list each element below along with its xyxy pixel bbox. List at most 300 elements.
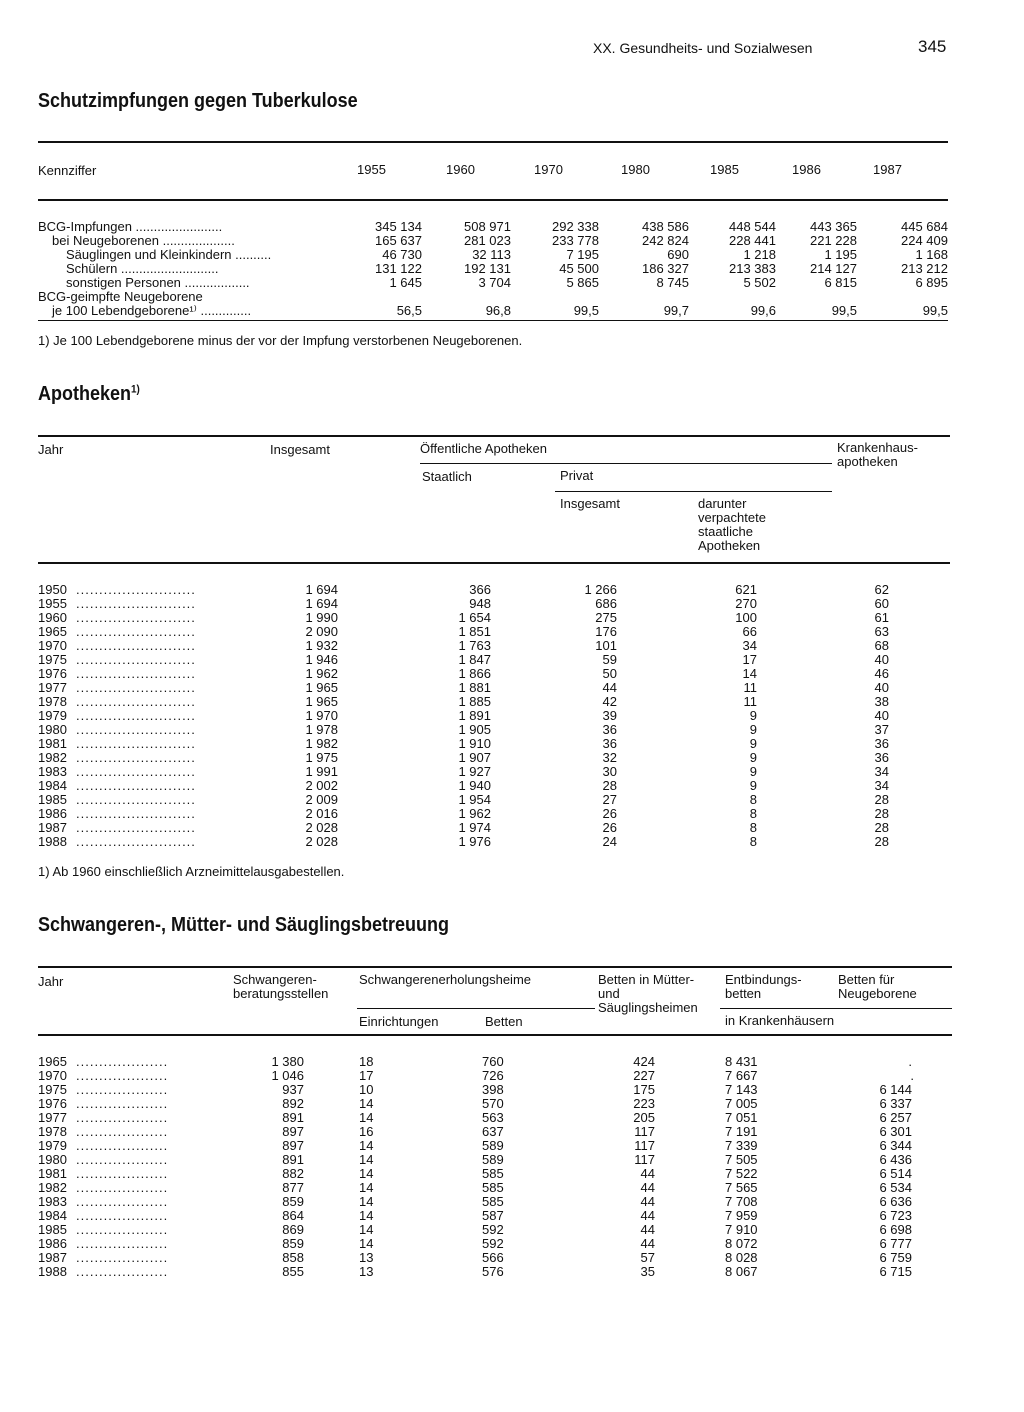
cell: 13 xyxy=(359,1264,374,1279)
apo-h-darunter-4: Apotheken xyxy=(698,538,761,553)
apo-footnote: 1) Ab 1960 einschließlich Arzneimittelausgabestellen. xyxy=(38,864,345,879)
cell: 44 xyxy=(640,1166,655,1181)
cell: 44 xyxy=(640,1236,655,1251)
cell: 40 xyxy=(874,708,889,723)
apo-title xyxy=(38,383,140,406)
leader-dots: .......................... xyxy=(76,666,196,681)
sch-h-neugeb-1: Betten für xyxy=(838,972,895,987)
cell: 281 023 xyxy=(464,233,511,248)
cell: 60 xyxy=(874,596,889,611)
cell: 14 xyxy=(359,1208,374,1223)
leader-dots: .......................... xyxy=(76,778,196,793)
sch-h-einrichtungen: Einrichtungen xyxy=(359,1014,439,1029)
sch-h-muetter-1: Betten in Mütter- xyxy=(598,972,695,987)
apo-h-jahr: Jahr xyxy=(38,442,64,457)
year-cell: 1982 xyxy=(38,750,67,765)
cell: 32 113 xyxy=(472,247,511,262)
apo-h-oeffentliche: Öffentliche Apotheken xyxy=(420,441,547,456)
sch-h-muetter-3: Säuglingsheimen xyxy=(598,1000,698,1015)
cell: 445 684 xyxy=(901,219,948,234)
cell: 100 xyxy=(735,610,757,625)
cell: 2 009 xyxy=(305,792,338,807)
cell: 11 xyxy=(743,680,757,695)
cell: 8 xyxy=(749,820,757,835)
cell: 99,5 xyxy=(573,303,599,318)
cell: 205 xyxy=(633,1110,655,1125)
cell: 1 905 xyxy=(458,722,491,737)
cell: 99,7 xyxy=(663,303,689,318)
year-cell: 1970 xyxy=(38,638,67,653)
leader-dots: .................... xyxy=(76,1166,169,1181)
leader-dots: .................... xyxy=(76,1110,169,1125)
cell: 14 xyxy=(359,1166,374,1181)
table-row xyxy=(38,807,950,821)
leader-dots: .................... xyxy=(76,1068,169,1083)
cell: 14 xyxy=(359,1138,374,1153)
leader-dots: .......................... xyxy=(76,820,196,835)
table-row xyxy=(38,681,950,695)
cell: 892 xyxy=(282,1096,304,1111)
cell: 6 723 xyxy=(879,1208,912,1223)
cell: 175 xyxy=(633,1082,655,1097)
cell: 6 777 xyxy=(879,1236,912,1251)
year-cell: 1984 xyxy=(38,1208,67,1223)
table-row xyxy=(38,1097,952,1111)
year-cell: 1986 xyxy=(38,806,67,821)
cell: 192 131 xyxy=(464,261,511,276)
cell: 637 xyxy=(482,1124,504,1139)
cell: 2 016 xyxy=(305,806,338,821)
tb-bottom-rule xyxy=(38,320,948,321)
cell: 1 976 xyxy=(458,834,491,849)
cell: 6 715 xyxy=(879,1264,912,1279)
cell: 7 005 xyxy=(725,1096,758,1111)
tb-footnote: 1) Je 100 Lebendgeborene minus der vor der Impfung verstorbenen Neugeborenen. xyxy=(38,333,523,348)
cell: 1 974 xyxy=(458,820,491,835)
leader-dots: .......................... xyxy=(76,596,196,611)
year-cell: 1950 xyxy=(38,582,67,597)
table-row xyxy=(38,1181,952,1195)
year-cell: 1977 xyxy=(38,1110,67,1125)
cell: 1 990 xyxy=(305,610,338,625)
cell: 6 436 xyxy=(879,1152,912,1167)
cell: 760 xyxy=(482,1054,504,1069)
cell: 1 940 xyxy=(458,778,491,793)
cell: 1 991 xyxy=(305,764,338,779)
leader-dots: .......................... xyxy=(76,582,196,597)
cell: 621 xyxy=(735,582,757,597)
table-row xyxy=(38,737,950,751)
year-cell: 1976 xyxy=(38,666,67,681)
cell: 34 xyxy=(874,778,889,793)
table-row xyxy=(38,793,950,807)
tb-col-label: Kennziffer xyxy=(38,163,97,178)
cell: 40 xyxy=(874,680,889,695)
row-label: Säuglingen und Kleinkindern .......... xyxy=(66,247,272,262)
cell: 3 704 xyxy=(478,275,511,290)
sch-h-betten: Betten xyxy=(485,1014,523,1029)
cell: 242 824 xyxy=(642,233,689,248)
cell: 62 xyxy=(874,582,889,597)
cell: 7 708 xyxy=(725,1194,758,1209)
leader-dots: .......................... xyxy=(76,652,196,667)
cell: 1 962 xyxy=(305,666,338,681)
cell: 61 xyxy=(874,610,889,625)
cell: 1 946 xyxy=(305,652,338,667)
cell: 6 698 xyxy=(879,1222,912,1237)
row-label: bei Neugeborenen .................... xyxy=(52,233,235,248)
cell: 1 927 xyxy=(458,764,491,779)
table-row xyxy=(38,723,950,737)
table-row xyxy=(38,695,950,709)
cell: 44 xyxy=(640,1180,655,1195)
cell: 99,6 xyxy=(750,303,776,318)
sch-sub-rule-2 xyxy=(720,1008,952,1009)
cell: 32 xyxy=(602,750,617,765)
cell: 589 xyxy=(482,1138,504,1153)
year-cell: 1986 xyxy=(38,1236,67,1251)
cell: 14 xyxy=(359,1236,374,1251)
cell: 438 586 xyxy=(642,219,689,234)
cell: 891 xyxy=(282,1110,304,1125)
apo-h-krankenhaus-2: apotheken xyxy=(837,454,898,469)
cell: 16 xyxy=(359,1124,374,1139)
cell: 17 xyxy=(742,652,757,667)
table-row xyxy=(38,1167,952,1181)
cell: 585 xyxy=(482,1166,504,1181)
cell: 877 xyxy=(282,1180,304,1195)
cell: 5 502 xyxy=(743,275,776,290)
leader-dots: .......................... xyxy=(76,708,196,723)
cell: 30 xyxy=(602,764,617,779)
cell: 1 847 xyxy=(458,652,491,667)
cell: 6 636 xyxy=(879,1194,912,1209)
apo-sub-rule-2 xyxy=(555,491,832,492)
cell: 26 xyxy=(602,806,617,821)
cell: 1 763 xyxy=(458,638,491,653)
cell: 1 891 xyxy=(458,708,491,723)
table-row xyxy=(38,234,948,248)
apo-h-krankenhaus-1: Krankenhaus- xyxy=(837,440,918,455)
table-row xyxy=(38,779,950,793)
cell: 1 168 xyxy=(915,247,948,262)
cell: 27 xyxy=(602,792,617,807)
cell: 96,8 xyxy=(485,303,511,318)
cell: 9 xyxy=(749,708,757,723)
leader-dots: .......................... xyxy=(76,750,196,765)
leader-dots: .......................... xyxy=(76,722,196,737)
tb-year-header: 1985 xyxy=(710,162,739,177)
tb-year-header: 1987 xyxy=(873,162,902,177)
cell: 8 067 xyxy=(725,1264,758,1279)
tb-year-header: 1980 xyxy=(621,162,650,177)
cell: 14 xyxy=(359,1222,374,1237)
table-row xyxy=(38,611,950,625)
cell: 223 xyxy=(633,1096,655,1111)
table-row xyxy=(38,653,950,667)
cell: 117 xyxy=(634,1138,655,1153)
table-row xyxy=(38,821,950,835)
year-cell: 1979 xyxy=(38,708,67,723)
cell: 8 431 xyxy=(725,1054,758,1069)
cell: 292 338 xyxy=(552,219,599,234)
year-cell: 1985 xyxy=(38,792,67,807)
table-row xyxy=(38,220,948,234)
cell: 1 965 xyxy=(305,680,338,695)
cell: 28 xyxy=(874,834,889,849)
cell: 44 xyxy=(640,1194,655,1209)
table-row xyxy=(38,1237,952,1251)
cell: 443 365 xyxy=(810,219,857,234)
cell: 589 xyxy=(482,1152,504,1167)
cell: 1 380 xyxy=(271,1054,304,1069)
cell: 224 409 xyxy=(901,233,948,248)
leader-dots: .......................... xyxy=(76,638,196,653)
cell: 233 778 xyxy=(552,233,599,248)
cell: 6 344 xyxy=(879,1138,912,1153)
cell: 948 xyxy=(469,596,491,611)
cell: 8 xyxy=(749,806,757,821)
year-cell: 1976 xyxy=(38,1096,67,1111)
cell: 228 441 xyxy=(729,233,776,248)
leader-dots: .......................... xyxy=(76,736,196,751)
sch-title: Schwangeren-, Mütter- und Säuglingsbetreuung xyxy=(38,914,450,936)
cell: 859 xyxy=(282,1236,304,1251)
cell: 937 xyxy=(282,1082,304,1097)
cell: 14 xyxy=(359,1180,374,1195)
cell: 1 266 xyxy=(584,582,617,597)
cell: 34 xyxy=(874,764,889,779)
leader-dots: .......................... xyxy=(76,806,196,821)
table-row xyxy=(38,1055,952,1069)
cell: 165 637 xyxy=(375,233,422,248)
table-row xyxy=(38,1069,952,1083)
cell: 44 xyxy=(640,1208,655,1223)
leader-dots: .......................... xyxy=(76,680,196,695)
cell: 592 xyxy=(482,1222,504,1237)
year-cell: 1981 xyxy=(38,1166,67,1181)
year-cell: 1983 xyxy=(38,764,67,779)
cell: 9 xyxy=(749,750,757,765)
cell: 14 xyxy=(359,1096,374,1111)
table-row xyxy=(38,248,948,262)
apo-h-staatlich: Staatlich xyxy=(422,469,472,484)
cell: 9 xyxy=(749,736,757,751)
cell: 1 866 xyxy=(458,666,491,681)
apo-h-insgesamt: Insgesamt xyxy=(270,442,330,457)
cell: 864 xyxy=(282,1208,304,1223)
leader-dots: .................... xyxy=(76,1180,169,1195)
cell: 8 xyxy=(749,834,757,849)
cell: 213 212 xyxy=(901,261,948,276)
cell: 275 xyxy=(595,610,617,625)
cell: 68 xyxy=(874,638,889,653)
leader-dots: .......................... xyxy=(76,764,196,779)
cell: 6 144 xyxy=(879,1082,912,1097)
cell: 592 xyxy=(482,1236,504,1251)
apo-head-rule xyxy=(38,562,950,564)
sch-h-muetter-2: und xyxy=(598,986,620,1001)
cell: 44 xyxy=(640,1222,655,1237)
table-row xyxy=(38,304,948,318)
year-cell: 1977 xyxy=(38,680,67,695)
cell: 345 134 xyxy=(375,219,422,234)
cell: 38 xyxy=(874,694,889,709)
cell: 6 815 xyxy=(824,275,857,290)
row-label: Schülern ........................... xyxy=(66,261,219,276)
cell: 897 xyxy=(282,1124,304,1139)
cell: 8 028 xyxy=(725,1250,758,1265)
cell: 101 xyxy=(595,638,617,653)
year-cell: 1984 xyxy=(38,778,67,793)
table-row xyxy=(38,262,948,276)
table-row xyxy=(38,667,950,681)
cell: 45 500 xyxy=(559,261,599,276)
cell: 8 072 xyxy=(725,1236,758,1251)
table-row xyxy=(38,1265,952,1279)
cell: 366 xyxy=(469,582,491,597)
year-cell: 1978 xyxy=(38,1124,67,1139)
tb-year-header: 1986 xyxy=(792,162,821,177)
sch-h-entbindung-1: Entbindungs- xyxy=(725,972,802,987)
cell: 726 xyxy=(482,1068,504,1083)
cell: 882 xyxy=(282,1166,304,1181)
cell: 40 xyxy=(874,652,889,667)
cell: 5 865 xyxy=(566,275,599,290)
year-cell: 1970 xyxy=(38,1068,67,1083)
tb-top-rule xyxy=(38,141,948,143)
cell: 35 xyxy=(640,1264,655,1279)
leader-dots: .................... xyxy=(76,1222,169,1237)
cell: 1 881 xyxy=(458,680,491,695)
row-label: je 100 Lebendgeborene¹⁾ .............. xyxy=(52,303,252,318)
sch-h-heime: Schwangerenerholungsheime xyxy=(359,972,532,987)
cell: 9 xyxy=(749,764,757,779)
cell: 8 745 xyxy=(656,275,689,290)
cell: 28 xyxy=(874,792,889,807)
table-row xyxy=(38,709,950,723)
cell: 1 046 xyxy=(271,1068,304,1083)
cell: 131 122 xyxy=(375,261,422,276)
tb-year-header: 1955 xyxy=(357,162,386,177)
leader-dots: .................... xyxy=(76,1208,169,1223)
table-row xyxy=(38,639,950,653)
cell: 42 xyxy=(602,694,617,709)
cell: 1 907 xyxy=(458,750,491,765)
year-cell: 1988 xyxy=(38,1264,67,1279)
row-label: BCG-Impfungen ........................ xyxy=(38,219,223,234)
cell: 585 xyxy=(482,1180,504,1195)
year-cell: 1987 xyxy=(38,1250,67,1265)
table-row xyxy=(38,1223,952,1237)
table-row xyxy=(38,1139,952,1153)
cell: 2 002 xyxy=(305,778,338,793)
table-row xyxy=(38,625,950,639)
cell: 2 028 xyxy=(305,834,338,849)
cell: 508 971 xyxy=(464,219,511,234)
leader-dots: .................... xyxy=(76,1096,169,1111)
leader-dots: .................... xyxy=(76,1236,169,1251)
cell: . xyxy=(910,1068,914,1083)
cell: 6 301 xyxy=(879,1124,912,1139)
cell: 99,5 xyxy=(831,303,857,318)
year-cell: 1955 xyxy=(38,596,67,611)
tb-year-header: 1970 xyxy=(534,162,563,177)
sch-h-entbindung-2: betten xyxy=(725,986,762,1001)
cell: 46 730 xyxy=(382,247,422,262)
cell: 1 851 xyxy=(458,624,491,639)
cell: 14 xyxy=(359,1152,374,1167)
cell: 63 xyxy=(874,624,889,639)
cell: 7 959 xyxy=(725,1208,758,1223)
apo-table-body xyxy=(38,583,950,849)
cell: 6 514 xyxy=(879,1166,912,1181)
cell: 270 xyxy=(735,596,757,611)
leader-dots: .......................... xyxy=(76,834,196,849)
cell: 1 982 xyxy=(305,736,338,751)
cell: 36 xyxy=(874,736,889,751)
cell: 1 694 xyxy=(305,582,338,597)
cell: 14 xyxy=(742,666,757,681)
cell: 2 028 xyxy=(305,820,338,835)
cell: 7 191 xyxy=(725,1124,758,1139)
cell: 6 257 xyxy=(879,1110,912,1125)
tb-year-header: 1960 xyxy=(446,162,475,177)
table-row xyxy=(38,1209,952,1223)
cell: . xyxy=(908,1054,912,1069)
row-label: sonstigen Personen .................. xyxy=(66,275,250,290)
sch-table-body xyxy=(38,1055,952,1279)
apo-h-darunter-2: verpachtete xyxy=(698,510,766,525)
row-label: BCG-geimpfte Neugeborene xyxy=(38,289,203,304)
cell: 1 218 xyxy=(743,247,776,262)
leader-dots: .................... xyxy=(76,1194,169,1209)
cell: 7 522 xyxy=(725,1166,758,1181)
sch-h-krankenhaus: in Krankenhäusern xyxy=(725,1013,835,1028)
cell: 44 xyxy=(602,680,617,695)
cell: 686 xyxy=(595,596,617,611)
cell: 46 xyxy=(874,666,889,681)
table-row xyxy=(38,835,950,849)
cell: 213 383 xyxy=(729,261,776,276)
cell: 858 xyxy=(282,1250,304,1265)
apo-h-privat: Privat xyxy=(560,468,594,483)
cell: 176 xyxy=(595,624,617,639)
cell: 585 xyxy=(482,1194,504,1209)
year-cell: 1981 xyxy=(38,736,67,751)
tb-head-rule xyxy=(38,199,948,201)
leader-dots: .................... xyxy=(76,1138,169,1153)
cell: 587 xyxy=(482,1208,504,1223)
year-cell: 1985 xyxy=(38,1222,67,1237)
table-row xyxy=(38,765,950,779)
cell: 566 xyxy=(482,1250,504,1265)
cell: 690 xyxy=(667,247,689,262)
cell: 563 xyxy=(482,1110,504,1125)
cell: 10 xyxy=(359,1082,374,1097)
cell: 869 xyxy=(282,1222,304,1237)
cell: 6 337 xyxy=(879,1096,912,1111)
year-cell: 1965 xyxy=(38,1054,67,1069)
sch-top-rule xyxy=(38,966,952,968)
cell: 24 xyxy=(602,834,617,849)
cell: 891 xyxy=(282,1152,304,1167)
cell: 398 xyxy=(482,1082,504,1097)
cell: 99,5 xyxy=(922,303,948,318)
year-cell: 1983 xyxy=(38,1194,67,1209)
year-cell: 1982 xyxy=(38,1180,67,1195)
year-cell: 1975 xyxy=(38,1082,67,1097)
